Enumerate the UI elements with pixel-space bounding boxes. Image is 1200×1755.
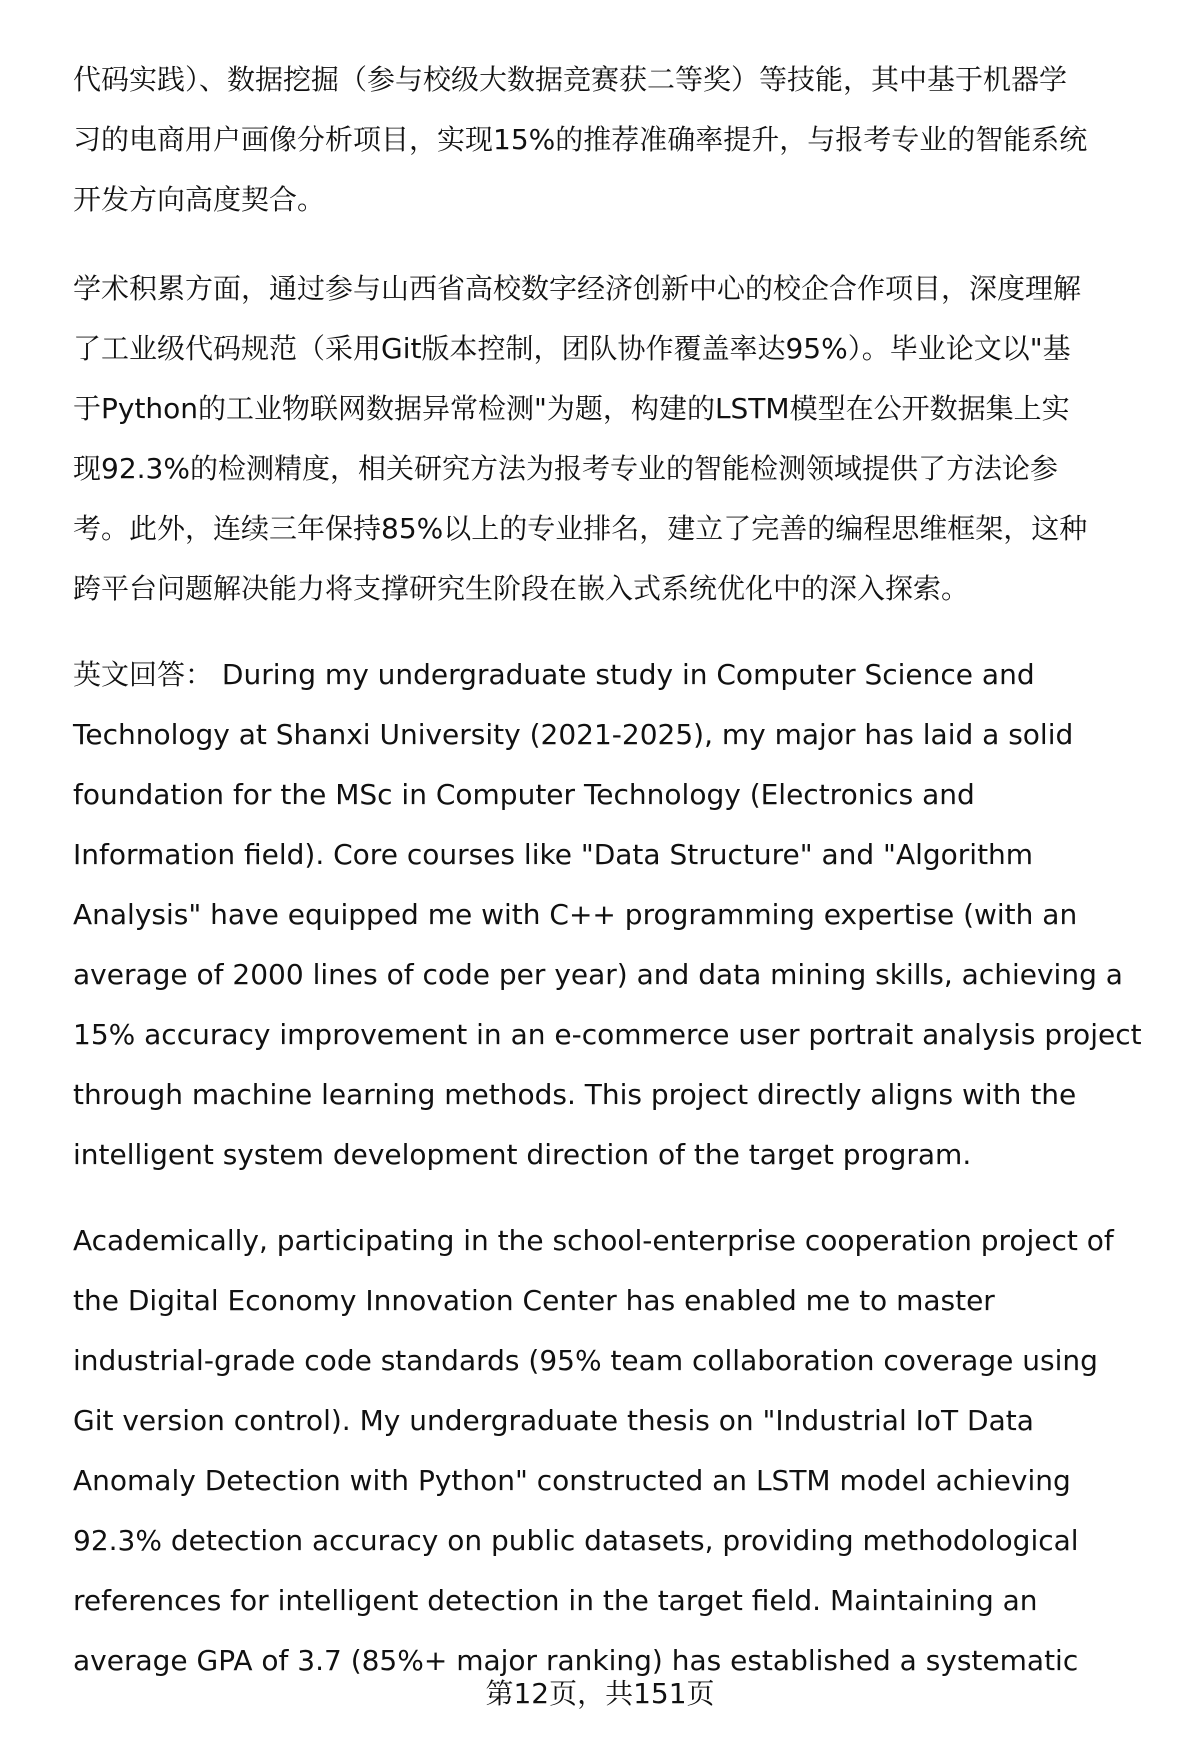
text-line: Information field). Core courses like "Data Structure" and "Algorithm: [73, 838, 1034, 871]
text-line: industrial-grade code standards (95% team collaboration coverage using: [73, 1344, 1098, 1377]
text-line: 现92.3%的检测精度，相关研究方法为报考专业的智能检测领域提供了方法论参: [73, 452, 1058, 485]
text-line: 习的电商用户画像分析项目，实现15%的推荐准确率提升，与报考专业的智能系统: [73, 123, 1088, 156]
text-line: 开发方向高度契合。: [73, 183, 326, 216]
page-number: 第12页，共151页: [485, 1677, 715, 1710]
text-line: 考。此外，连续三年保持85%以上的专业排名，建立了完善的编程思维框架，这种: [73, 512, 1088, 545]
text-line: Technology at Shanxi University (2021-2025), my major has laid a solid: [73, 718, 1074, 751]
text-line: average of 2000 lines of code per year) and data mining skills, achieving a: [73, 958, 1123, 991]
text-line: 学术积累方面，通过参与山西省高校数字经济创新中心的校企合作项目，深度理解: [73, 272, 1082, 305]
text-line: 跨平台问题解决能力将支撑研究生阶段在嵌入式系统优化中的深入探索。: [73, 572, 970, 605]
text-line: 英文回答： During my undergraduate study in Computer Science and: [73, 658, 1035, 691]
text-line: 代码实践）、数据挖掘（参与校级大数据竞赛获二等奖）等技能，其中基于机器学: [73, 63, 1068, 96]
text-line: average GPA of 3.7 (85%+ major ranking) has established a systematic: [73, 1644, 1079, 1677]
text-line: 15% accuracy improvement in an e-commerce user portrait analysis project: [73, 1018, 1142, 1051]
text-line: Analysis" have equipped me with C++ programming expertise (with an: [73, 898, 1078, 931]
text-line: the Digital Economy Innovation Center has enabled me to master: [73, 1284, 995, 1317]
text-line: 了工业级代码规范（采用Git版本控制，团队协作覆盖率达95%）。毕业论文以"基: [73, 332, 1071, 365]
text-line: 92.3% detection accuracy on public datasets, providing methodological: [73, 1524, 1079, 1557]
text-line: through machine learning methods. This project directly aligns with the: [73, 1078, 1077, 1111]
text-line: intelligent system development direction of the target program.: [73, 1138, 972, 1171]
text-line: Academically, participating in the school-enterprise cooperation project of: [73, 1224, 1114, 1257]
text-line: foundation for the MSc in Computer Technology (Electronics and: [73, 778, 975, 811]
text-line: 于Python的工业物联网数据异常检测"为题，构建的LSTM模型在公开数据集上实: [73, 392, 1070, 425]
text-line: references for intelligent detection in the target field. Maintaining an: [73, 1584, 1038, 1617]
text-line: Git version control). My undergraduate thesis on "Industrial IoT Data: [73, 1404, 1034, 1437]
text-line: Anomaly Detection with Python" constructed an LSTM model achieving: [73, 1464, 1071, 1497]
